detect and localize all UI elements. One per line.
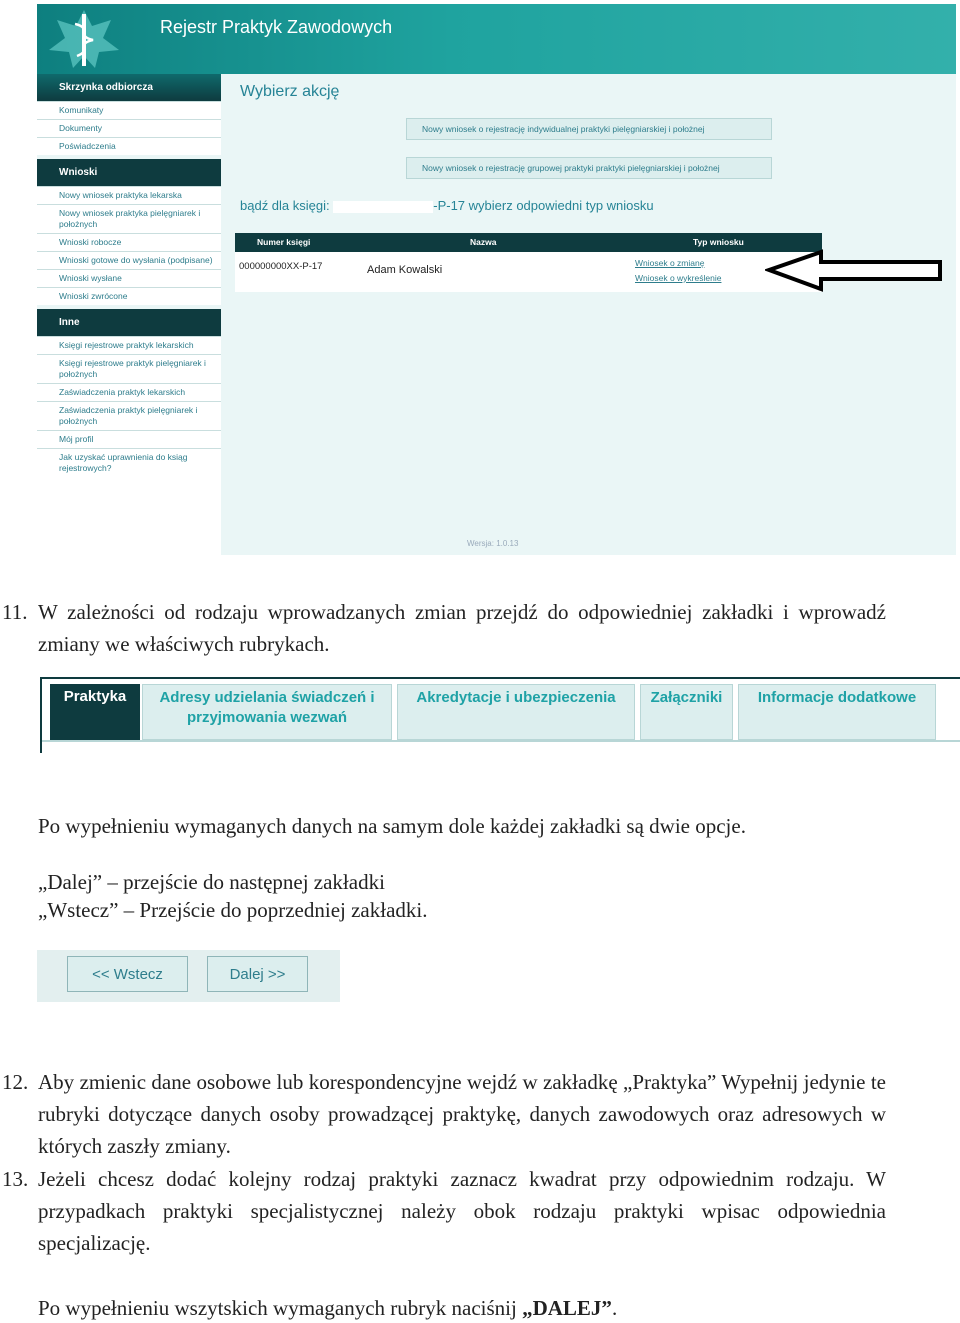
step-number: 13. [2,1167,29,1191]
tab-baseline [42,740,960,742]
sidebar-item-sent[interactable]: Wnioski wysłane [37,269,221,287]
column-header-name: Nazwa [470,237,497,247]
table-header [235,233,822,252]
step-13 [2,1163,886,1259]
tab-zalaczniki[interactable]: Załączniki [640,684,733,740]
new-group-application-button[interactable]: Nowy wniosek o rejestrację grupowej praktyki praktyki pielęgniarskiej i położnej [406,157,772,179]
final-instruction [38,1294,617,1322]
step-text: W zależności od rodzaju wprowadzanych zmian przejdź do odpowiedniej zakładki i wprowadź zmiany we właściwych rubrykach. [38,600,886,656]
main-title: Wybierz akcję [240,83,340,100]
app-header [37,4,956,74]
new-individual-application-button[interactable]: Nowy wniosek o rejestrację indywidualnej praktyki pielęgniarskiej i położnej [406,118,772,140]
left-arrow-icon [765,248,945,293]
back-button[interactable]: << Wstecz [67,956,188,992]
tab-informacje[interactable]: Informacje dodatkowe [738,684,936,740]
ledger-suffix: -P-17 wybierz odpowiedni typ wniosku [433,198,654,213]
ledger-number-cell: 000000000XX-P-17 [239,261,323,272]
sidebar-item-drafts[interactable]: Wnioski robocze [37,233,221,251]
sidebar-item-ready[interactable]: Wnioski gotowe do wysłania (podpisane) [37,251,221,269]
sidebar-item-dokumenty[interactable]: Dokumenty [37,119,221,137]
step-number: 11. [2,600,28,624]
navigation-buttons [37,950,340,1002]
final-suffix: . [611,1296,618,1320]
change-application-link[interactable]: Wniosek o zmianę [635,258,705,268]
tab-akredytacje[interactable]: Akredytacje i ubezpieczenia [397,684,635,740]
step-11 [2,596,886,660]
table-row [235,252,822,292]
version-label: Wersja: 1.0.13 [467,539,519,548]
step-number: 12. [2,1070,29,1094]
sidebar [37,74,221,555]
sidebar-item-permissions-help[interactable]: Jak uzyskać uprawnienia do ksiąg rejestrowych? [37,448,221,477]
sidebar-section-wnioski: Wnioski [37,159,221,186]
caduceus-star-icon [45,8,123,70]
column-header-type: Typ wniosku [693,237,744,247]
sidebar-item-nursing-ledgers[interactable]: Księgi rejestrowe praktyk pielęgniarek i położnych [37,354,221,383]
option-next-description: „Dalej” – przejście do następnej zakładki [38,870,385,894]
sidebar-item-medical-certificates[interactable]: Zaświadczenia praktyk lekarskich [37,383,221,401]
sidebar-item-poswiadczenia[interactable]: Poświadczenia [37,137,221,155]
app-title: Rejestr Praktyk Zawodowych [160,17,393,37]
step-text: Jeżeli chcesz dodać kolejny rodzaj praktyki zaznacz kwadrat przy odpowiednim rodzaju. W przypadkach praktyki specjalistycznej należy obok rodzaju praktyki wpisac odpowiednia specjalizację. [38,1167,886,1255]
ledger-prefix: bądź dla księgi: [240,198,330,213]
final-prefix: Po wypełnieniu wszytskich wymaganych rubryk naciśnij [38,1296,523,1320]
tab-strip [40,677,960,753]
option-back-description: „Wstecz” – Przejście do poprzedniej zakładki. [38,898,428,922]
tab-praktyka[interactable]: Praktyka [50,684,140,740]
column-header-number: Numer księgi [257,237,311,247]
sidebar-section-inbox: Skrzynka odbiorcza [37,74,221,101]
sidebar-item-new-nursing[interactable]: Nowy wniosek praktyka pielęgniarek i położnych [37,204,221,233]
final-emphasis: „DALEJ” [522,1296,612,1320]
next-button[interactable]: Dalej >> [207,956,308,992]
sidebar-section-inne: Inne [37,309,221,336]
sidebar-item-profile[interactable]: Mój profil [37,430,221,448]
tab-adresy[interactable]: Adresy udzielania świadczeń i przyjmowania wezwań [142,684,392,740]
step-text: Aby zmienic dane osobowe lub korespondencyjne wejdź w zakładkę „Praktyka” Wypełnij jedynie te rubryki dotyczące danych osoby prowadzącej praktykę, danych zawodowych oraz adresowych w których zaszły zmiany. [38,1070,886,1158]
step-12 [2,1066,886,1162]
name-cell: Adam Kowalski [367,264,443,276]
sidebar-item-medical-ledgers[interactable]: Księgi rejestrowe praktyk lekarskich [37,336,221,354]
sidebar-item-returned[interactable]: Wnioski zwrócone [37,287,221,305]
sidebar-item-nursing-certificates[interactable]: Zaświadczenia praktyk pielęgniarek i położnych [37,401,221,430]
removal-application-link[interactable]: Wniosek o wykreślenie [635,273,722,283]
ledger-instruction [240,198,654,213]
sidebar-item-new-medical[interactable]: Nowy wniosek praktyka lekarska [37,186,221,204]
sidebar-item-komunikaty[interactable]: Komunikaty [37,101,221,119]
redacted-ledger-number [333,201,433,213]
options-intro: Po wypełnieniu wymaganych danych na samym dole każdej zakładki są dwie opcje. [38,814,746,838]
ledger-table [235,233,822,292]
